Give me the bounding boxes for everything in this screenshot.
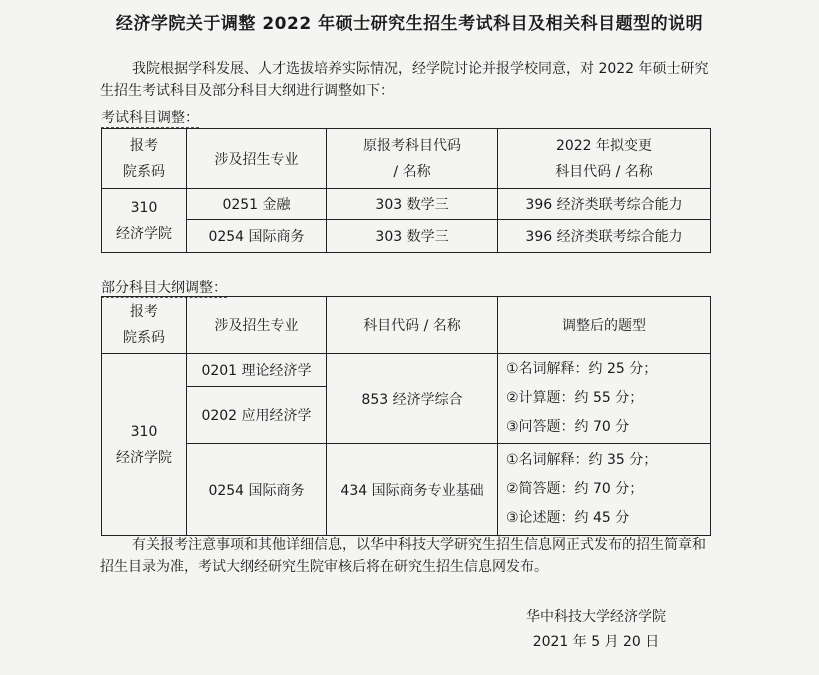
major-cell: 0202 应用经济学 xyxy=(187,387,327,444)
major-cell: 0201 理论经济学 xyxy=(187,354,327,387)
major-cell: 0251 金融 xyxy=(187,189,327,220)
header-subject: 科目代码 / 名称 xyxy=(327,297,498,354)
header-dept-code: 报考 院系码 xyxy=(102,297,187,354)
table-row xyxy=(102,354,711,387)
section1-label: 考试科目调整： xyxy=(101,107,199,127)
dept-code-cell: 310 经济学院 xyxy=(102,354,187,536)
header-changed-subject: 2022 年拟变更 科目代码 / 名称 xyxy=(498,129,711,189)
signature-date: 2021 年 5 月 20 日 xyxy=(532,634,660,650)
header-question-types: 调整后的题型 xyxy=(498,297,711,354)
table-header-row xyxy=(102,297,711,354)
signature-org: 华中科技大学经济学院 xyxy=(526,609,666,625)
table-row xyxy=(102,220,711,253)
changed-subject-cell: 396 经济类联考综合能力 xyxy=(498,220,711,253)
table-header-row xyxy=(102,129,711,189)
subject-cell: 434 国际商务专业基础 xyxy=(327,444,498,536)
footer-paragraph: 有关报考注意事项和其他详细信息，以华中科技大学研究生招生信息网正式发布的招生简章和招生目录为准，考试大纲经研究生院审核后将在研究生招生信息网发布。 xyxy=(100,537,706,575)
major-cell: 0254 国际商务 xyxy=(187,220,327,253)
subject-cell: 853 经济学综合 xyxy=(327,354,498,444)
question-type-item: ①名词解释：约 35 分； xyxy=(506,452,658,468)
question-type-item: ③论述题：约 45 分 xyxy=(506,510,630,526)
question-type-item: ③问答题：约 70 分 xyxy=(506,419,630,435)
header-major: 涉及招生专业 xyxy=(187,297,327,354)
document-title: 经济学院关于调整 2022 年硕士研究生招生考试科目及相关科目题型的说明 xyxy=(115,14,704,34)
table-row xyxy=(102,189,711,220)
question-type-item: ②简答题：约 70 分； xyxy=(506,481,644,497)
header-dept-code: 报考 院系码 xyxy=(102,129,187,189)
header-major: 涉及招生专业 xyxy=(187,129,327,189)
question-type-item: ①名词解释：约 25 分； xyxy=(506,361,658,377)
exam-subject-table xyxy=(101,128,711,253)
dept-code-cell: 310 经济学院 xyxy=(102,189,187,253)
original-subject-cell: 303 数学三 xyxy=(327,220,498,253)
syllabus-adjust-table xyxy=(101,296,711,536)
intro-paragraph: 我院根据学科发展、人才选拔培养实际情况，经学院讨论并报学校同意，对 2022 年硕士研究生招生考试科目及部分科目大纲进行调整如下： xyxy=(100,61,709,99)
changed-subject-cell: 396 经济类联考综合能力 xyxy=(498,189,711,220)
original-subject-cell: 303 数学三 xyxy=(327,189,498,220)
question-types-cell xyxy=(498,444,711,536)
table-row xyxy=(102,444,711,536)
header-original-subject: 原报考科目代码 / 名称 xyxy=(327,129,498,189)
section2-label: 部分科目大纲调整： xyxy=(101,277,227,297)
question-type-item: ②计算题：约 55 分； xyxy=(506,390,644,406)
major-cell: 0254 国际商务 xyxy=(187,444,327,536)
question-types-cell xyxy=(498,354,711,444)
